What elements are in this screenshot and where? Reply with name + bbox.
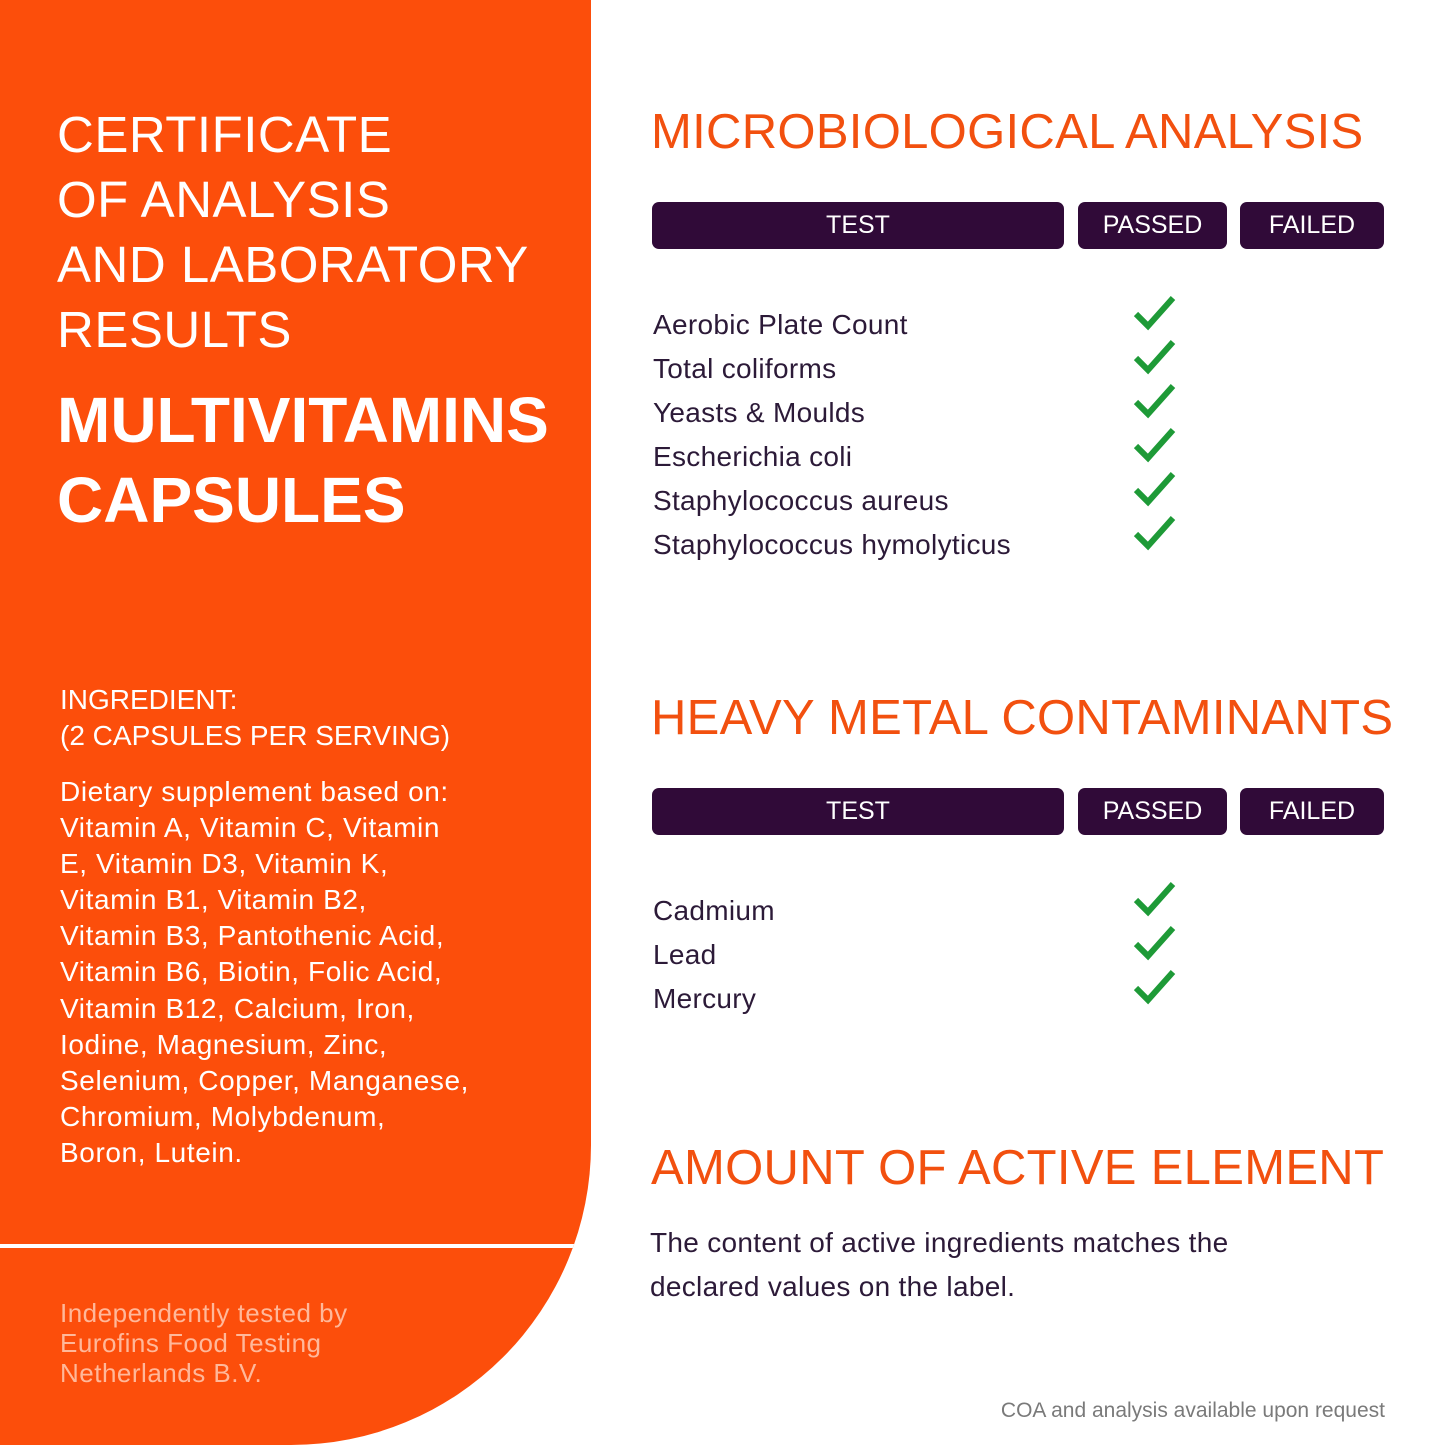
ingredient-line: E, Vitamin D3, Vitamin K, bbox=[60, 848, 389, 880]
tested-by-line: Independently tested by bbox=[60, 1298, 348, 1328]
product-line: MULTIVITAMINS bbox=[57, 384, 549, 456]
check-icon bbox=[1133, 293, 1177, 333]
ingredient-list bbox=[60, 774, 530, 1171]
check-icon bbox=[1133, 967, 1177, 1007]
test-name: Cadmium bbox=[653, 895, 775, 926]
ingredient-line: Vitamin B1, Vitamin B2, bbox=[60, 884, 367, 916]
title-line: RESULTS bbox=[57, 301, 292, 358]
title-line: CERTIFICATE bbox=[57, 106, 393, 163]
heavy-metals-title: HEAVY METAL CONTAMINANTS bbox=[651, 691, 1394, 745]
test-name: Staphylococcus aureus bbox=[653, 485, 949, 516]
metals-header-passed: PASSED bbox=[1078, 788, 1227, 835]
ingredient-line: Vitamin B3, Pantothenic Acid, bbox=[60, 920, 445, 952]
active-element-text bbox=[650, 1221, 1370, 1309]
check-icon bbox=[1133, 469, 1177, 509]
test-name: Escherichia coli bbox=[653, 441, 853, 472]
check-icon bbox=[1133, 381, 1177, 421]
active-element-line: declared values on the label. bbox=[650, 1271, 1016, 1302]
active-element-title: AMOUNT OF ACTIVE ELEMENT bbox=[651, 1141, 1385, 1195]
ingredient-line: Dietary supplement based on: bbox=[60, 776, 449, 807]
certificate-title bbox=[57, 102, 577, 362]
ingredient-line: Boron, Lutein. bbox=[60, 1136, 243, 1168]
test-name: Lead bbox=[653, 939, 717, 970]
check-icon bbox=[1133, 337, 1177, 377]
ingredient-heading-line: INGREDIENT: bbox=[60, 684, 238, 715]
ingredient-line: Selenium, Copper, Manganese, bbox=[60, 1064, 470, 1096]
test-name: Staphylococcus hymolyticus bbox=[653, 529, 1011, 560]
title-line: AND LABORATORY bbox=[57, 236, 529, 293]
product-line: CAPSULES bbox=[57, 464, 406, 536]
ingredient-line: Vitamin B12, Calcium, Iron, bbox=[60, 992, 415, 1024]
micro-header-failed: FAILED bbox=[1240, 202, 1384, 249]
test-name: Mercury bbox=[653, 983, 757, 1014]
active-element-line: The content of active ingredients matches the bbox=[650, 1227, 1229, 1258]
tested-by bbox=[60, 1298, 348, 1388]
left-panel bbox=[0, 0, 591, 1445]
microbiological-title: MICROBIOLOGICAL ANALYSIS bbox=[651, 105, 1364, 159]
check-icon bbox=[1133, 923, 1177, 963]
tested-by-line: Netherlands B.V. bbox=[60, 1358, 263, 1388]
test-name: Total coliforms bbox=[653, 353, 837, 384]
ingredient-heading-line: (2 CAPSULES PER SERVING) bbox=[60, 720, 451, 751]
test-name: Yeasts & Moulds bbox=[653, 397, 866, 428]
ingredient-line: Chromium, Molybdenum, bbox=[60, 1100, 386, 1132]
test-name: Aerobic Plate Count bbox=[653, 309, 908, 340]
metals-header-test: TEST bbox=[652, 788, 1064, 835]
title-line: OF ANALYSIS bbox=[57, 171, 391, 228]
ingredient-heading bbox=[60, 682, 450, 754]
check-icon bbox=[1133, 879, 1177, 919]
micro-header-passed: PASSED bbox=[1078, 202, 1227, 249]
ingredient-line: Vitamin A, Vitamin C, Vitamin bbox=[60, 812, 441, 844]
divider bbox=[0, 1244, 586, 1248]
product-name bbox=[57, 380, 587, 540]
metals-header-failed: FAILED bbox=[1240, 788, 1384, 835]
check-icon bbox=[1133, 513, 1177, 553]
tested-by-line: Eurofins Food Testing bbox=[60, 1328, 322, 1358]
check-icon bbox=[1133, 425, 1177, 465]
ingredient-line: Iodine, Magnesium, Zinc, bbox=[60, 1028, 388, 1060]
footer-note: COA and analysis available upon request bbox=[1000, 1399, 1385, 1422]
micro-header-test: TEST bbox=[652, 202, 1064, 249]
ingredient-line: Vitamin B6, Biotin, Folic Acid, bbox=[60, 956, 443, 988]
